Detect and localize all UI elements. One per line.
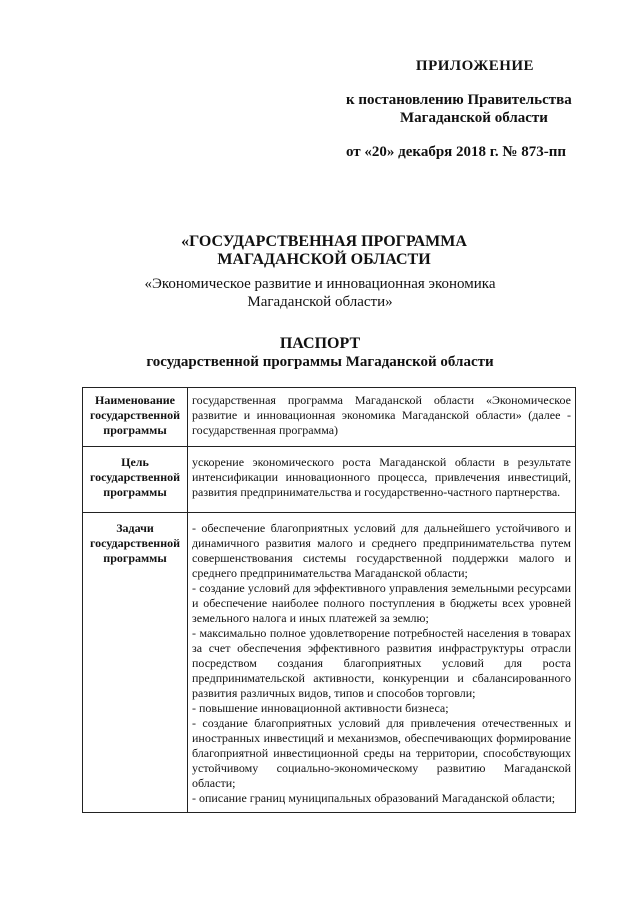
value-item: - создание благоприятных условий для привлечения отечественных и иностранных инвестиций и механизмов, обеспечивающих формирование благоприятной инвестиционной среды на территории, способствующих устойчивому социально-экономическому развитию Магаданской области; [192, 716, 571, 790]
row-value [188, 447, 576, 513]
program-subtitle-line-1: «Экономическое развитие и инновационная экономика [144, 276, 496, 292]
appendix-date-number: от «20» декабря 2018 г. № 873-пп [346, 144, 567, 160]
value-item: - максимально полное удовлетворение потребностей населения в товарах за счет обеспечения эффективного развития инфраструктуры отрасли посредством создания благоприятных условий для роста предпринимательской активности, конкуренции и сбалансированного развития различных видов, типов и способов торговли; [192, 626, 571, 700]
value-item: - обеспечение благоприятных условий для дальнейшего устойчивого и динамичного развития малого и среднего предпринимательства путем совершенствования системы государственной поддержки малого и среднего предпринимательства Магаданской области; [192, 521, 571, 580]
passport-table [82, 387, 576, 813]
appendix-line-2: Магаданской области [400, 110, 548, 126]
value-item: ускорение экономического роста Магаданской области в результате интенсификации инновационного процесса, привлечения инвестиций, развития предпринимательства и государственно-частного партнерства. [192, 455, 571, 499]
table-row [83, 388, 576, 447]
appendix-line-1: к постановлению Правительства [346, 92, 572, 108]
row-label: Наименование государственной программы [83, 388, 188, 447]
passport-subtitle: государственной программы Магаданской области [146, 354, 494, 370]
row-value [188, 513, 576, 813]
row-value [188, 388, 576, 447]
program-subtitle-line-2: Магаданской области» [247, 294, 393, 310]
table-row [83, 447, 576, 513]
appendix-title: ПРИЛОЖЕНИЕ [415, 58, 535, 74]
appendix-header [340, 58, 580, 161]
value-item: - описание границ муниципальных образований Магаданской области; [192, 791, 556, 805]
row-label: Задачи государственной программы [83, 513, 188, 813]
passport-table-body [83, 388, 576, 813]
passport-title: ПАСПОРТ [279, 335, 361, 352]
program-title-line-2: МАГАДАНСКОЙ ОБЛАСТИ [217, 251, 431, 268]
value-item: государственная программа Магаданской области «Экономическое развитие и инновационная экономика Магаданской области» (далее - государственная программа) [192, 393, 571, 437]
program-heading [0, 233, 640, 371]
value-item: - повышение инновационной активности бизнеса; [192, 701, 449, 715]
value-item: - создание условий для эффективного управления земельными ресурсами и обеспечение наиболее полного поступления в бюджеты всех уровней земельного налога и иных платежей за землю; [192, 581, 571, 625]
table-row [83, 513, 576, 813]
row-label: Цель государственной программы [83, 447, 188, 513]
program-title-line-1: «ГОСУДАРСТВЕННАЯ ПРОГРАММА [181, 233, 467, 250]
